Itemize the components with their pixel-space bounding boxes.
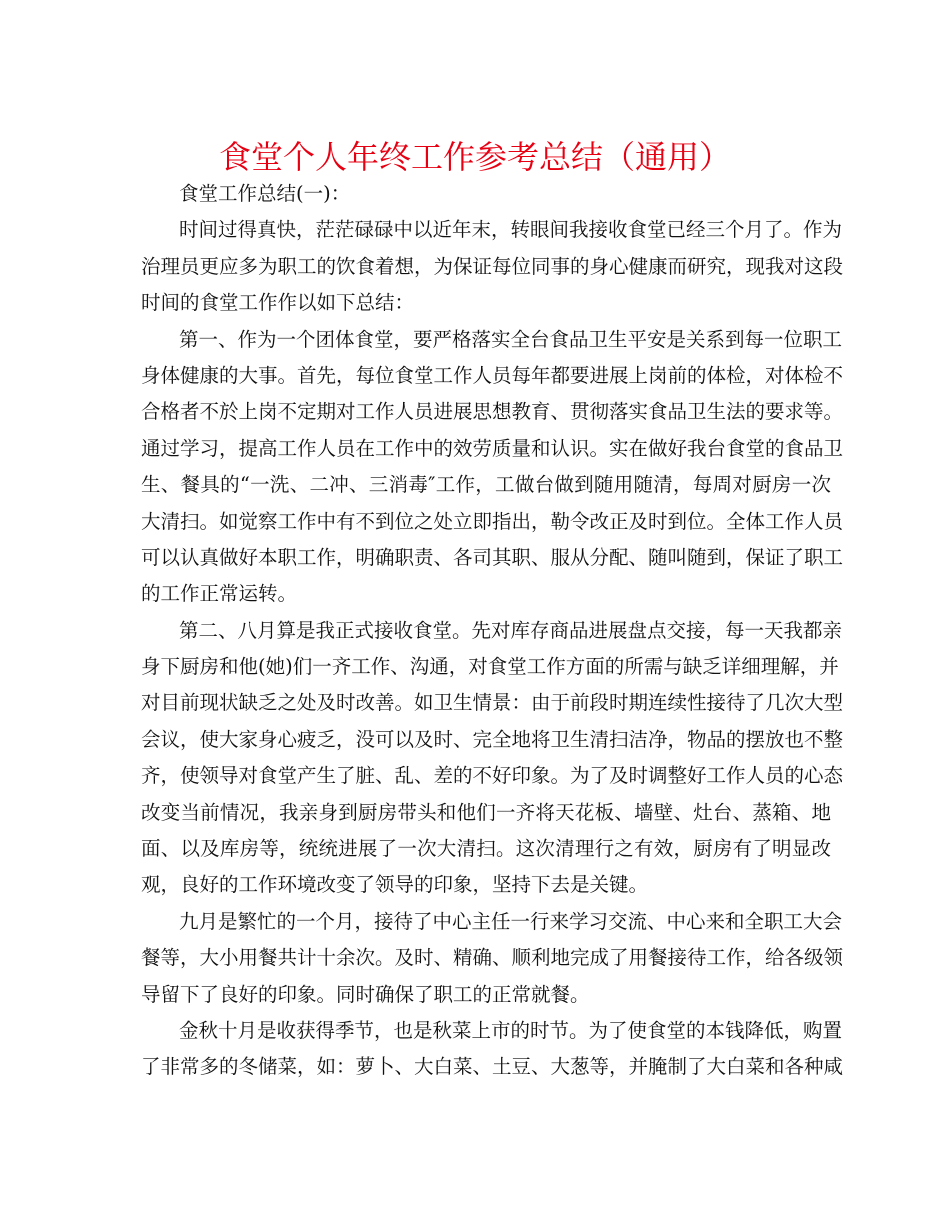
text-line: 观，良好的工作环境改变了领导的印象，坚持下去是关键。 [141,873,649,897]
text-line: 对目前现状缺乏之处及时改善。如卫生情景：由于前段时期连续性接待了几次大型 [141,691,844,715]
text-line: 治理员更应多为职工的饮食着想，为保证每位同事的身心健康而研究，现我对这段 [141,254,844,278]
paragraph [141,176,831,212]
text-line: 会议，使大家身心疲乏，没可以及时、完全地将卫生清扫洁净，物品的摆放也不整 [141,727,844,751]
paragraph [141,1013,844,1086]
paragraph [141,904,844,1013]
text-line: 生、餐具的“一洗、二冲、三消毒″工作，工做台做到随用随清，每周对厨房一次 [141,473,831,497]
text-line: 身体健康的大事。首先，每位食堂工作人员每年都要进展上岗前的体检，对体检不 [141,363,844,387]
text-line: 时间过得真快，茫茫碌碌中以近年末，转眼间我接收食堂已经三个月了。作为 [179,218,843,242]
text-line: 时间的食堂工作作以如下总结： [141,291,415,315]
text-line: 改变当前情况，我亲身到厨房带头和他们一齐将天花板、墙壁、灶台、蒸箱、地 [141,800,831,824]
text-line: 身下厨房和他(她)们一齐工作、沟通，对食堂工作方面的所需与缺乏详细理解，并 [141,655,839,679]
text-line: 大清扫。如觉察工作中有不到位之处立即指出，勒令改正及时到位。全体工作人员 [141,509,844,533]
text-line: 金秋十月是收获得季节，也是秋菜上市的时节。为了使食堂的本钱降低，购置 [179,1018,843,1042]
text-line: 九月是繁忙的一个月，接待了中心主任一行来学习交流、中心来和全职工大会 [179,909,843,933]
text-line: 齐，使领导对食堂产生了脏、乱、差的不好印象。为了及时调整好工作人员的心态 [141,764,844,788]
paragraph [141,212,844,321]
text-line: 面、以及库房等，统统进展了一次大清扫。这次清理行之有效，厨房有了明显改 [141,837,831,861]
text-line: 了非常多的冬储菜，如：萝卜、大白菜、土豆、大葱等，并腌制了大白菜和各种咸 [141,1055,844,1079]
text-line: 食堂工作总结(一)： [179,182,351,205]
paragraph [141,613,844,904]
document-body [141,176,844,1086]
text-line: 的工作正常运转。 [141,582,298,606]
text-line: 通过学习，提高工作人员在工作中的效劳质量和认识。实在做好我台食堂的食品卫 [141,436,844,460]
document-title: 食堂个人年终工作参考总结（通用） [218,138,731,176]
text-line: 餐等，大小用餐共计十余次。及时、精确、顺利地完成了用餐接待工作，给各级领 [141,946,844,970]
text-line: 导留下了良好的印象。同时确保了职工的正常就餐。 [141,982,590,1006]
text-line: 第一、作为一个团体食堂，要严格落实全台食品卫生平安是关系到每一位职工 [179,327,843,351]
text-line: 第二、八月算是我正式接收食堂。先对库存商品进展盘点交接，每一天我都亲 [179,618,843,642]
text-line: 合格者不於上岗不定期对工作人员进展思想教育、贯彻落实食品卫生法的要求等。 [141,400,844,424]
text-line: 可以认真做好本职工作，明确职责、各司其职、服从分配、随叫随到，保证了职工 [141,545,844,569]
paragraph [141,322,844,613]
